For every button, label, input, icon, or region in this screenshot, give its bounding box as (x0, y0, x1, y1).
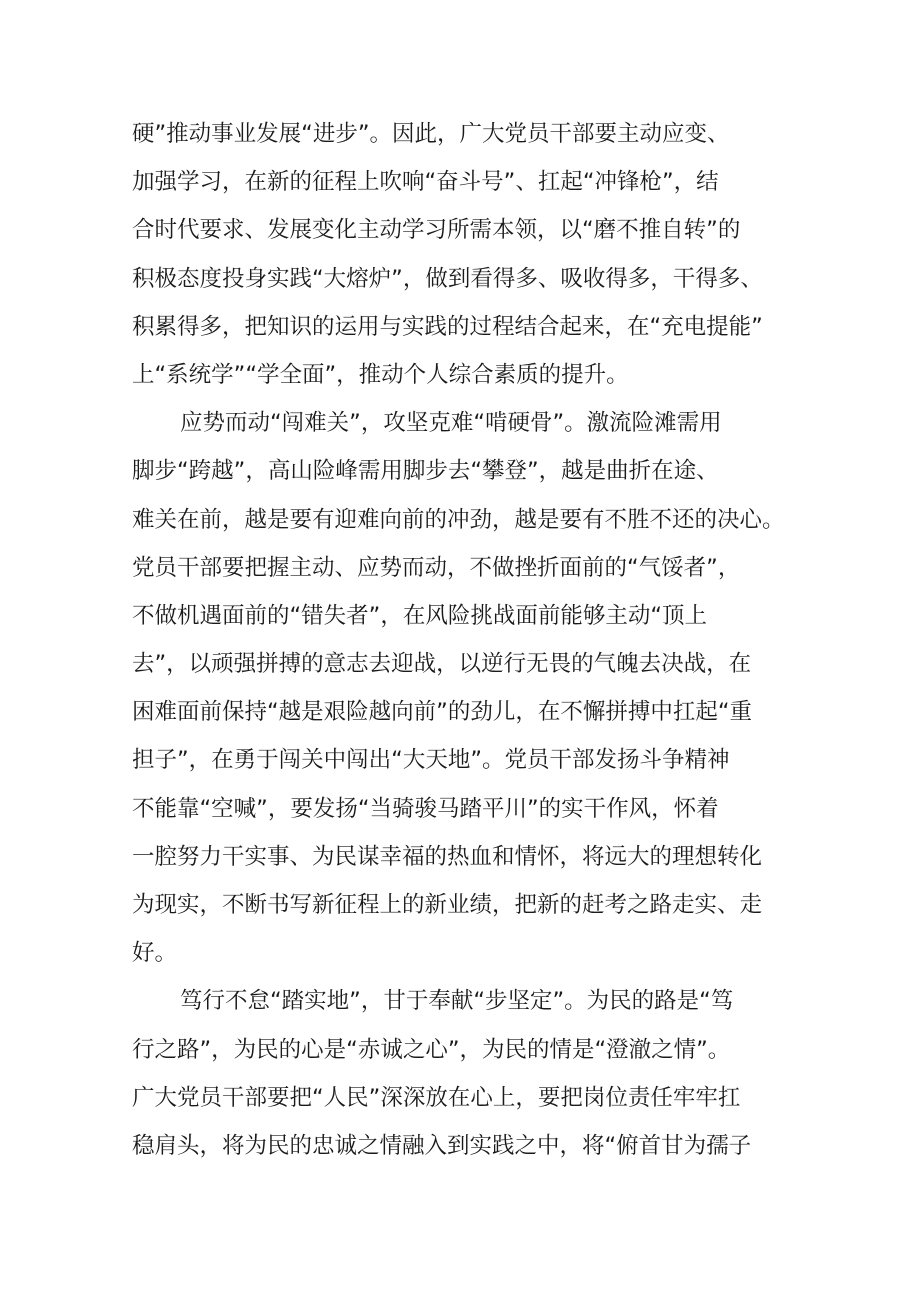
text-line: 困难面前保持“越是艰险越向前”的劲儿，在不懈拼搏中扛起“重 (132, 699, 752, 726)
text-line: 党员干部要把握主动、应势而动，不做挫折面前的“气馁者”， (132, 554, 741, 581)
text-line: 加强学习，在新的征程上吹响“奋斗号”、扛起“冲锋枪”，结 (132, 169, 719, 196)
text-line: 合时代要求、发展变化主动学习所需本领，以“磨不推自转”的 (132, 217, 741, 244)
text-line: 积累得多，把知识的运用与实践的过程结合起来，在“充电提能” (132, 313, 763, 340)
text-line: 上“系统学”“学全面”，推动个人综合素质的提升。 (132, 361, 629, 388)
text-line: 硬”推动事业发展“进步”。因此，广大党员干部要主动应变、 (132, 121, 730, 147)
text-line: 为现实，不断书写新征程上的新业绩，把新的赶考之路走实、走 (132, 892, 763, 918)
text-line: 好。 (132, 940, 178, 967)
text-line: 担子”，在勇于闯关中闯出“大天地”。党员干部发扬斗争精神 (132, 747, 730, 774)
text-line: 脚步“跨越”，高山险峰需用脚步去“攀登”，越是曲折在途、 (132, 458, 719, 485)
text-line: 广大党员干部要把“人民”深深放在心上，要把岗位责任牢牢扛 (132, 1084, 741, 1111)
body-text (132, 110, 802, 1170)
text-line: 积极态度投身实践“大熔炉”，做到看得多、吸收得多，干得多、 (132, 265, 763, 292)
text-line: 行之路”，为民的心是“赤诚之心”，为民的情是“澄澈之情”。 (132, 1036, 731, 1063)
text-line: 稳肩头，将为民的忠诚之情融入到实践之中，将“俯首甘为孺子 (132, 1132, 752, 1159)
text-line: 笃行不怠“踏实地”，甘于奉献“步坚定”。为民的路是“笃 (180, 988, 734, 1015)
text-line: 应势而动“闯难关”，攻坚克难“啃硬骨”。激流险滩需用 (180, 410, 722, 437)
text-line: 去”，以顽强拼搏的意志去迎战，以逆行无畏的气魄去决战，在 (132, 651, 752, 678)
text-line: 不能靠“空喊”，要发扬“当骑骏马踏平川”的实干作风，怀着 (132, 795, 719, 822)
text-line: 一腔努力干实事、为民谋幸福的热血和情怀，将远大的理想转化 (132, 843, 763, 870)
text-line: 不做机遇面前的“错失者”，在风险挑战面前能够主动“顶上 (132, 602, 707, 629)
text-line: 难关在前，越是要有迎难向前的冲劲，越是要有不胜不还的决心。 (132, 506, 785, 533)
